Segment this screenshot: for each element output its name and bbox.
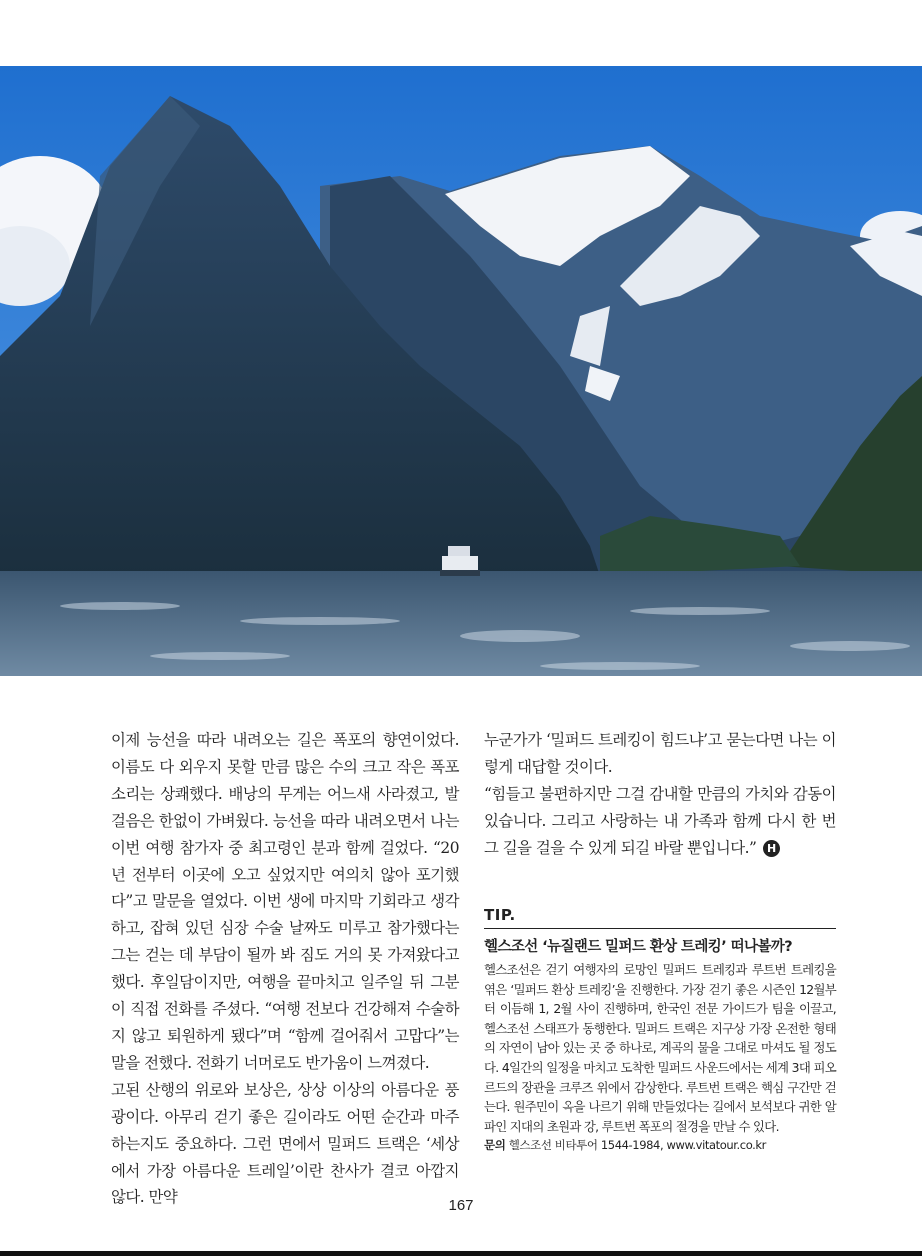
fjord-photo (0, 66, 922, 676)
tip-contact (484, 1136, 836, 1154)
article-left-column (111, 727, 459, 1211)
page-number: 167 (448, 1197, 474, 1214)
article-right-column (484, 727, 836, 862)
tip-label: TIP. (484, 906, 836, 929)
tip-body: 헬스조선은 걷기 여행자의 로망인 밀퍼드 트레킹과 루트번 트레킹을 엮은 ‘밀퍼드 환상 트레킹’을 진행한다. 가장 걷기 좋은 시즌인 12월부터 이듬해 1, 2월 사이 진행하며, 한국인 전문 가이드가 팀을 이끌고, 헬스조선 스태프가 동행한다. 밀퍼드 트랙은 지구상 가장 온전한 형태의 자연이 남아 있는 곳 중 하나로, 계곡의 물을 그대로 마셔도 될 정도다. 4일간의 일정을 마치고 도착한 밀퍼드 사운드에서는 세계 3대 피오르드의 장관을 크루즈 위에서 감상한다. 루트번 트랙은 핵심 구간만 걷는다. 원주민이 옥을 나르기 위해 만들었다는 길에서 보석보다 귀한 알파인 지대의 초원과 강, 루트번 폭포의 절경을 만날 수 있다. (484, 962, 836, 1134)
tip-contact-label: 문의 (484, 1138, 506, 1153)
article-paragraph: 누군가가 ‘밀퍼드 트레킹이 힘드냐’고 묻는다면 나는 이렇게 대답할 것이다. (484, 731, 836, 776)
tip-title: 헬스조선 ‘뉴질랜드 밀퍼드 환상 트레킹’ 떠나볼까? (484, 939, 793, 955)
tip-contact-text: 헬스조선 비타투어 1544-1984, www.vitatour.co.kr (508, 1138, 766, 1153)
mountain-fjord-photo (0, 66, 922, 676)
bottom-rule (0, 1251, 922, 1256)
end-mark-icon: H (763, 840, 780, 857)
article-paragraph-with-mark (484, 781, 836, 862)
article-paragraph: 고된 산행의 위로와 보상은, 상상 이상의 아름다운 풍광이다. 아무리 걷기 좋은 길이라도 어떤 순간과 마주하는지도 중요하다. 그런 면에서 밀퍼드 트랙은 ‘세상에서 가장 아름다운 트레일’이란 찬사가 결코 아깝지 않다. 만약 (111, 1080, 459, 1207)
tip-box (484, 906, 836, 1154)
article-paragraph: 이제 능선을 따라 내려오는 길은 폭포의 향연이었다. 이름도 다 외우지 못할 만큼 많은 수의 크고 작은 폭포 소리는 상쾌했다. 배낭의 무게는 어느새 사라졌고, 발걸음은 한없이 가벼웠다. 능선을 따라 내려오면서 나는 이번 여행 참가자 중 최고령인 분과 함께 걸었다. “20년 전부터 이곳에 오고 싶었지만 여의치 않아 포기했다”고 말문을 열었다. 이번 생에 마지막 기회라고 생각하고, 잡혀 있던 심장 수술 날짜도 미루고 참가했다는 그는 걷는 데 부담이 될까 봐 짐도 거의 못 가져왔다고 했다. 후일담이지만, 여행을 끝마치고 일주일 뒤 그분이 직접 전화를 주셨다. “여행 전보다 건강해져 수술하지 않고 퇴원하게 됐다”며 “함께 걸어줘서 고맙다”는 말을 전했다. 전화기 너머로도 반가움이 느껴졌다. (111, 731, 459, 1072)
article-paragraph: “힘들고 불편하지만 그걸 감내할 만큼의 가치와 감동이 있습니다. 그리고 사랑하는 내 가족과 함께 다시 한 번 그 길을 걸을 수 있게 되길 바랄 뿐입니다.” (484, 784, 836, 857)
